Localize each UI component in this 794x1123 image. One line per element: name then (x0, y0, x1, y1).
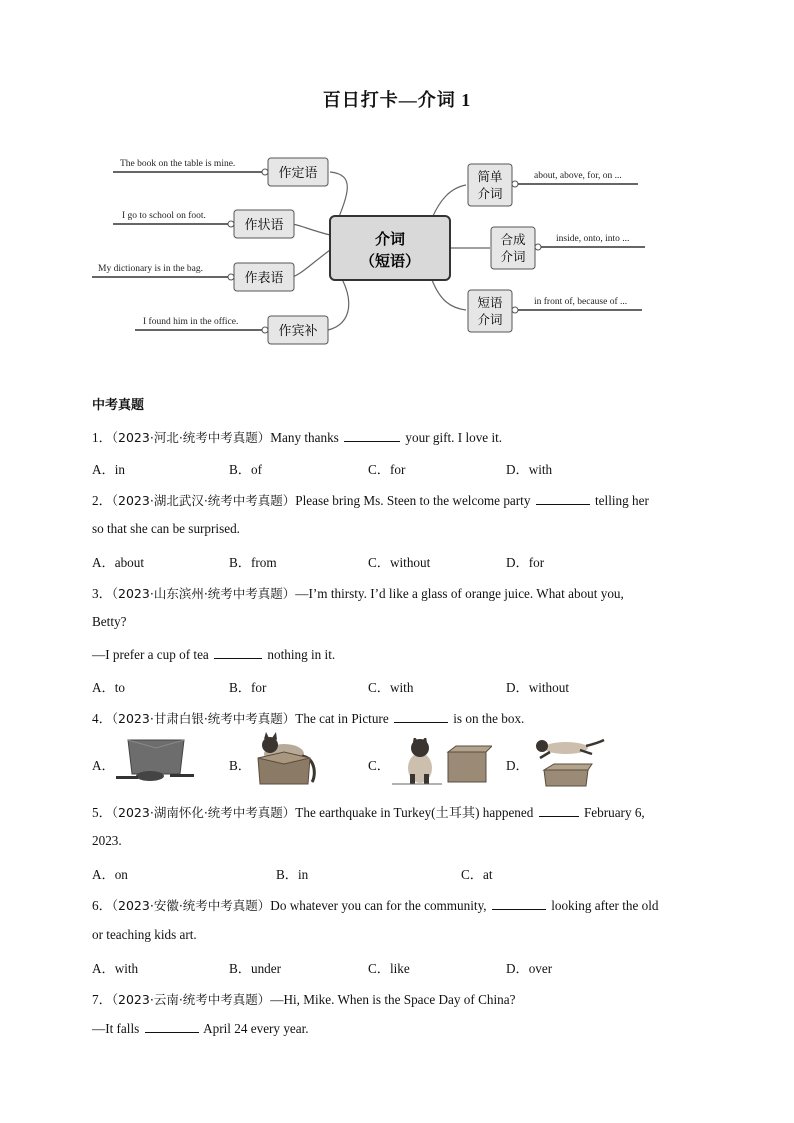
question-text: —I’m thirsty. I’d like a glass of orange juice. What about you, (295, 586, 624, 601)
option-c[interactable]: C． (368, 758, 390, 773)
question-text: nothing in it. (267, 647, 336, 662)
question-6-continuation: or teaching kids art. (92, 927, 197, 942)
left-node-example: My dictionary is in the bag. (98, 264, 204, 274)
center-line1: 介词 (374, 230, 406, 248)
left-node-label: 作表语 (244, 271, 284, 286)
answer-blank[interactable] (539, 804, 579, 817)
answer-blank[interactable] (145, 1020, 199, 1033)
right-node-line1: 合成 (500, 232, 526, 247)
option-b[interactable]: B．for (229, 680, 267, 695)
question-number: 7． (92, 992, 112, 1007)
left-node-label: 作宾补 (278, 324, 318, 339)
question-3-line2 (92, 646, 335, 663)
right-node-line1: 短语 (477, 295, 503, 310)
question-2-continuation: so that she can be surprised. (92, 521, 240, 536)
question-1 (92, 427, 502, 446)
right-node-line2: 介词 (477, 312, 503, 327)
answer-blank[interactable] (492, 897, 546, 910)
question-source: （2023·湖北武汉·统考中考真题） (111, 493, 296, 508)
right-node-3 (468, 290, 642, 332)
option-d[interactable]: D．for (506, 555, 545, 570)
page-title: 百日打卡—介词 1 (322, 90, 472, 110)
question-3-continuation: Betty? (92, 614, 127, 629)
left-node-3 (92, 263, 294, 291)
left-node-4 (135, 316, 328, 344)
picture-a-cat-under-box[interactable] (114, 738, 196, 782)
right-node-line1: 简单 (477, 169, 503, 184)
answer-blank[interactable] (536, 492, 590, 505)
left-node-example: I go to school on foot. (122, 211, 206, 221)
option-c[interactable]: C．for (368, 462, 406, 477)
question-text: telling her (595, 493, 649, 508)
question-number: 4． (92, 711, 112, 726)
question-text: February 6, (583, 805, 645, 820)
question-source: （2023·甘肃白银·统考中考真题） (111, 711, 296, 726)
right-node-1 (468, 164, 638, 206)
left-node-1 (113, 158, 328, 186)
question-2 (92, 490, 649, 509)
option-b[interactable]: B．under (229, 961, 282, 976)
question-source: （2023·山东滨州·统考中考真题） (111, 586, 296, 601)
left-node-2 (113, 210, 294, 238)
left-node-example: I found him in the office. (143, 317, 239, 327)
center-line2: （短语） (359, 252, 421, 270)
question-number: 3． (92, 586, 112, 601)
right-node-example: inside, onto, into ... (556, 234, 630, 244)
question-7-line2 (92, 1020, 309, 1037)
option-d[interactable]: D．without (506, 680, 570, 695)
right-node-line2: 介词 (500, 249, 526, 264)
answer-blank[interactable] (394, 710, 448, 723)
option-a[interactable]: A．with (92, 961, 139, 976)
option-a[interactable]: A．in (92, 462, 125, 477)
question-text: April 24 every year. (203, 1021, 309, 1036)
question-text: The cat in Picture (295, 711, 389, 726)
question-5-continuation: 2023. (92, 833, 122, 848)
picture-d-cat-jumping-over-box[interactable] (530, 736, 606, 788)
question-source: （2023·湖南怀化·统考中考真题） (111, 805, 296, 820)
option-d[interactable]: D．with (506, 462, 553, 477)
left-node-example: The book on the table is mine. (120, 159, 236, 169)
option-c[interactable]: C．at (461, 867, 493, 882)
question-number: 5． (92, 805, 112, 820)
right-node-2 (491, 227, 645, 269)
question-number: 2． (92, 493, 112, 508)
left-node-label: 作状语 (244, 218, 284, 233)
right-node-example: in front of, because of ... (534, 297, 628, 307)
option-c[interactable]: C．without (368, 555, 431, 570)
option-a[interactable]: A． (92, 758, 115, 773)
answer-blank[interactable] (344, 429, 400, 442)
question-text: Please bring Ms. Steen to the welcome party (295, 493, 531, 508)
question-number: 1． (92, 430, 112, 445)
option-a[interactable]: A．on (92, 867, 128, 882)
option-b[interactable]: B．of (229, 462, 262, 477)
question-text: —I prefer a cup of tea (92, 647, 209, 662)
picture-b-cat-in-box[interactable] (254, 732, 328, 786)
question-text: —It falls (92, 1021, 140, 1036)
question-4 (92, 708, 524, 727)
question-text: Do whatever you can for the community, (270, 898, 487, 913)
question-text: —Hi, Mike. When is the Space Day of China? (270, 992, 516, 1007)
option-d[interactable]: D．over (506, 961, 553, 976)
question-7 (92, 989, 515, 1008)
question-source: （2023·云南·统考中考真题） (111, 992, 271, 1007)
question-number: 6． (92, 898, 112, 913)
option-b[interactable]: B．in (276, 867, 309, 882)
question-3 (92, 583, 624, 602)
question-6 (92, 895, 659, 914)
question-text: The earthquake in Turkey(土耳其) happened (295, 805, 534, 820)
question-text: your gift. I love it. (405, 430, 503, 445)
preposition-mindmap (0, 140, 794, 355)
question-text: is on the box. (453, 711, 525, 726)
question-source: （2023·河北·统考中考真题） (111, 430, 271, 445)
option-d[interactable]: D． (506, 758, 529, 773)
question-text: looking after the old (551, 898, 659, 913)
section-title: 中考真题 (92, 398, 145, 413)
question-text: Many thanks (270, 430, 339, 445)
question-5 (92, 802, 645, 821)
option-c[interactable]: C．like (368, 961, 410, 976)
picture-c-cat-beside-box[interactable] (392, 738, 492, 786)
answer-blank[interactable] (214, 646, 262, 659)
option-a[interactable]: A．about (92, 555, 145, 570)
right-node-example: about, above, for, on ... (534, 171, 622, 181)
left-node-label: 作定语 (278, 166, 318, 181)
option-c[interactable]: C．with (368, 680, 414, 695)
option-b[interactable]: B．from (229, 555, 277, 570)
option-b[interactable]: B． (229, 758, 251, 773)
question-source: （2023·安徽·统考中考真题） (111, 898, 271, 913)
option-a[interactable]: A．to (92, 680, 125, 695)
right-node-line2: 介词 (477, 186, 503, 201)
